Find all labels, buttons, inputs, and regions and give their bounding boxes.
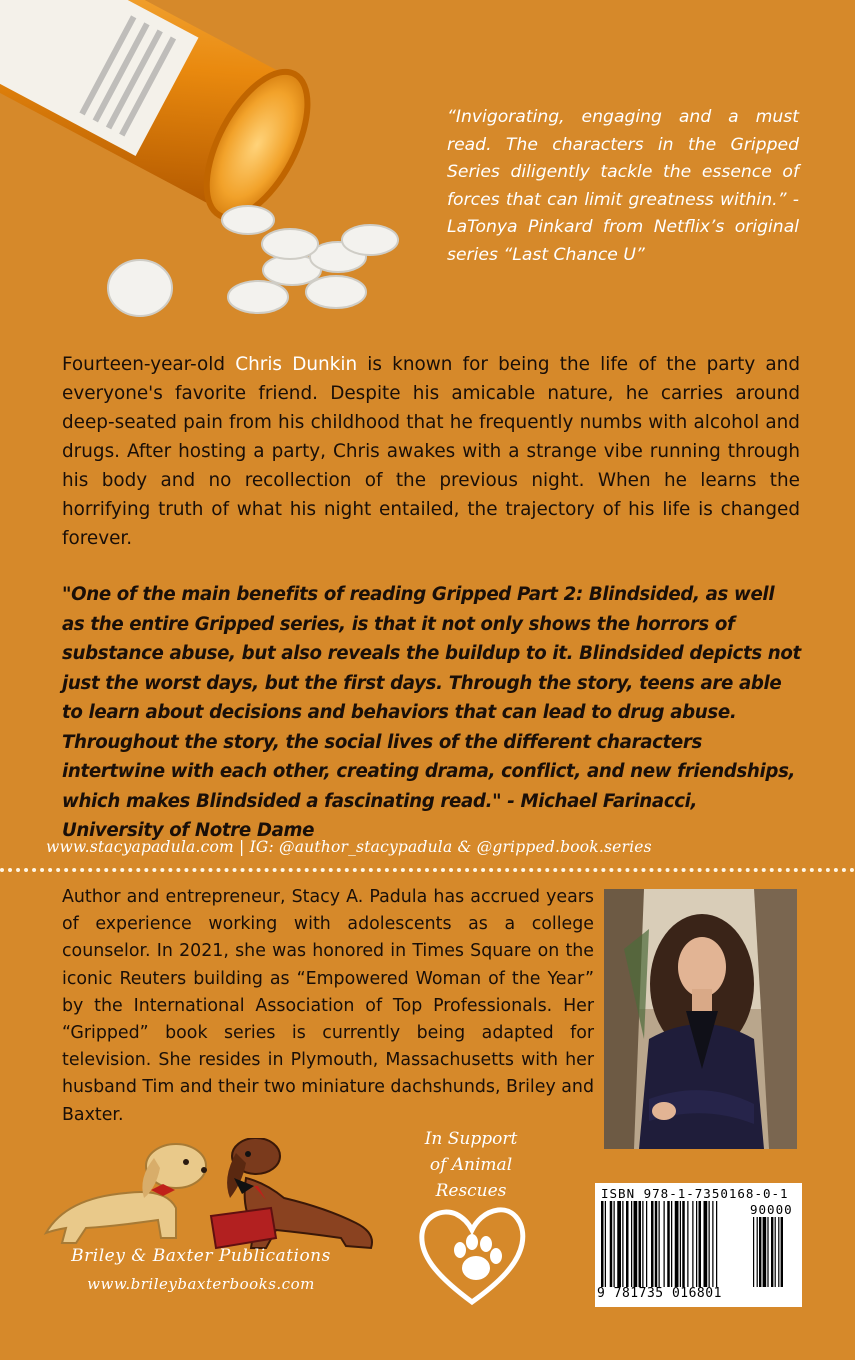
barcode-addon-bar: [775, 1217, 776, 1287]
review-quote: "One of the main benefits of reading Gripped Part 2: Blindsided, as well as the entire Gripped series, is that it not only shows the horrors of substance abuse, but also reveals the buildup to it. Blindsided depicts not just the worst days, but the first days. Through the story, teens are able to learn about decisions and behaviors that can lead to drug abuse. Throughout the story, the social lives of the different characters intertwine with each other, creating drama, conflict, and new friendships, which makes Blindsided a fascinating read." - Michael Farinacci, University of Notre Dame: [62, 584, 801, 841]
barcode-bar: [680, 1201, 681, 1287]
synopsis-body: is known for being the life of the party and everyone's favorite friend. Despite his amicable nature, he carries around deep-seated pain from his childhood that he frequently numbs with alcohol and drugs. After hosting a party, Chris awakes with a strange vibe running through his body and no recollection of the previous night. When he learns the horrifying truth of what his night entailed, the trajectory of his life is changed forever.: [62, 354, 800, 549]
barcode-addon-bar: [759, 1217, 761, 1287]
barcode-bar: [646, 1201, 647, 1287]
barcode-bar: [622, 1201, 623, 1287]
barcode-bar: [664, 1201, 665, 1287]
barcode-bar: [699, 1201, 702, 1287]
barcode-bar: [704, 1201, 708, 1287]
barcode-addon-bar: [763, 1217, 767, 1287]
barcode-bar: [659, 1201, 660, 1287]
barcode-bar: [639, 1201, 642, 1287]
barcode-addon-bar: [767, 1217, 768, 1287]
author-photo: [604, 889, 797, 1149]
isbn-barcode: [595, 1183, 802, 1307]
publisher-website[interactable]: www.brileybaxterbooks.com: [87, 1275, 315, 1293]
endorsement-quote: “Invigorating, engaging and a must read. The characters in the Gripped Series diligently tackle the essence of forces that can limit greatness within.” - LaTonya Pinkard from Netflix’s original series “Last Chance U”: [447, 107, 799, 265]
author-links: www.stacyapadula.com | IG: @author_stacypadula & @gripped.book.series: [46, 838, 652, 856]
barcode-bar: [692, 1201, 693, 1287]
book-synopsis: [62, 350, 800, 553]
support-text: [406, 1126, 536, 1204]
barcode-bar: [675, 1201, 679, 1287]
barcode-bar: [709, 1201, 710, 1287]
barcode-bar: [651, 1201, 654, 1287]
character-name: Chris Dunkin: [235, 354, 358, 375]
barcode-bar: [617, 1201, 621, 1287]
barcode-bar: [696, 1201, 697, 1287]
pill-bottle-image: [0, 0, 420, 340]
barcode-bar: [605, 1201, 606, 1287]
barcode-bar: [687, 1201, 688, 1287]
barcode-bar: [610, 1201, 613, 1287]
barcode-bar: [682, 1201, 685, 1287]
barcode-bar: [671, 1201, 672, 1287]
barcode-addon-bar: [778, 1217, 779, 1287]
price-code: 90000: [750, 1202, 793, 1217]
support-line-2: of Animal: [429, 1155, 513, 1175]
barcode-bar: [655, 1201, 658, 1287]
publisher-logo: [26, 1138, 386, 1258]
barcode-addon-bar: [757, 1217, 758, 1287]
barcode-bar: [601, 1201, 604, 1287]
isbn-number: ISBN 978-1-7350168-0-1: [601, 1186, 789, 1201]
barcode-bar: [614, 1201, 615, 1287]
barcode-addon-bar: [781, 1217, 783, 1287]
barcode-bar: [667, 1201, 670, 1287]
blonde-dachshund-icon: [46, 1144, 207, 1243]
dotted-divider: [0, 868, 855, 874]
support-line-3: Rescues: [435, 1181, 507, 1201]
barcode-bar: [712, 1201, 713, 1287]
barcode-bar: [642, 1201, 643, 1287]
dark-dachshund-icon: [211, 1138, 372, 1248]
barcode-digits: 9 781735 016801: [597, 1286, 722, 1301]
barcode-addon-bar: [753, 1217, 754, 1287]
barcode-bar: [634, 1201, 638, 1287]
barcode-bar: [716, 1201, 717, 1287]
barcode-addon-bar: [771, 1217, 773, 1287]
paw-heart-icon: [414, 1204, 530, 1308]
publisher-name: Briley & Baxter Publications: [71, 1246, 331, 1266]
synopsis-prefix: Fourteen-year-old: [62, 354, 236, 375]
author-bio: Author and entrepreneur, Stacy A. Padula has accrued years of experience working with adolescents as a college counselor. In 2021, she was honored in Times Square on the iconic Reuters building as “Empowered Woman of the Year” by the International Association of Top Professionals. Her “Gripped” book series is currently being adapted for television. She resides in Plymouth, Massachusetts with her husband Tim and their two miniature dachshunds, Briley and Baxter.: [62, 887, 594, 1125]
barcode-bar: [626, 1201, 629, 1287]
barcode-bar: [631, 1201, 632, 1287]
support-line-1: In Support: [424, 1129, 518, 1149]
